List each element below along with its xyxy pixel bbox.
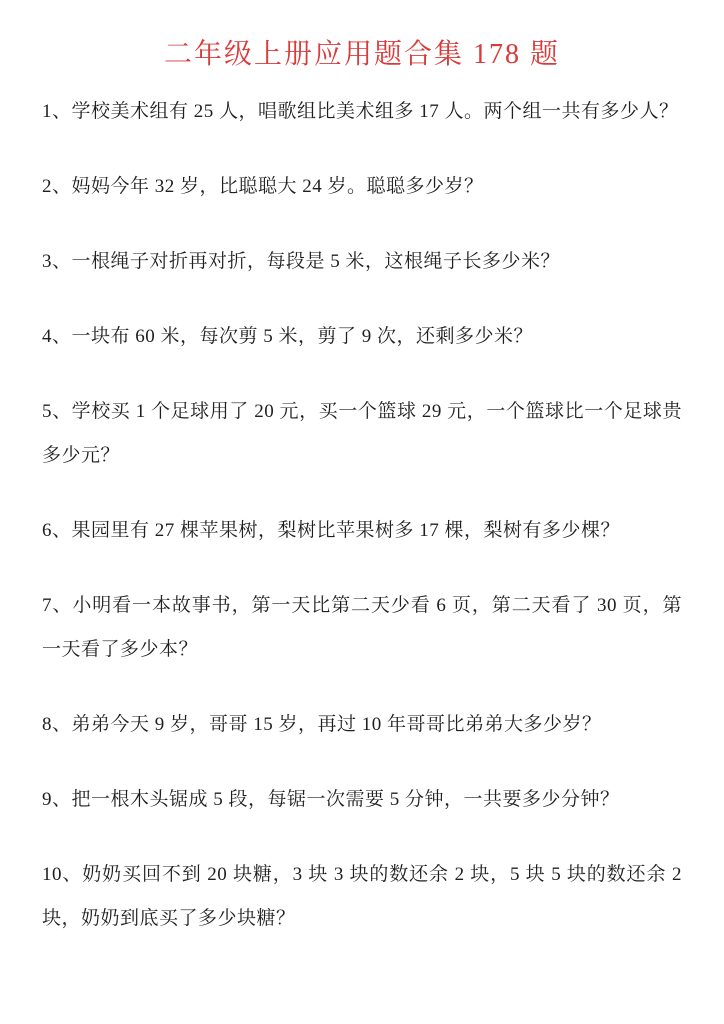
problem-item-7: 7、小明看一本故事书，第一天比第二天少看 6 页，第二天看了 30 页，第一天看了多少本？ — [42, 595, 682, 660]
problem-item-3: 3、一根绳子对折再对折，每段是 5 米，这根绳子长多少米？ — [42, 251, 561, 272]
problem-item-9: 9、把一根木头锯成 5 段，每锯一次需要 5 分钟，一共要多少分钟？ — [42, 789, 620, 810]
problem-item-6: 6、果园里有 27 棵苹果树，梨树比苹果树多 17 棵，梨树有多少棵？ — [42, 520, 621, 541]
problem-list — [42, 90, 682, 941]
problem-item-2: 2、妈妈今年 32 岁，比聪聪大 24 岁。聪聪多少岁？ — [42, 176, 484, 197]
page-title: 二年级上册应用题合集 178 题 — [163, 39, 560, 70]
problem-item-4: 4、一块布 60 米，每次剪 5 米，剪了 9 次，还剩多少米？ — [42, 326, 534, 347]
problem-item-5: 5、学校买 1 个足球用了 20 元，买一个篮球 29 元，一个篮球比一个足球贵多少元？ — [42, 401, 682, 466]
problem-item-1: 1、学校美术组有 25 人，唱歌组比美术组多 17 人。两个组一共有多少人？ — [42, 101, 679, 122]
problem-item-10: 10、奶奶买回不到 20 块糖，3 块 3 块的数还余 2 块，5 块 5 块的数还余 2 块，奶奶到底买了多少块糖？ — [42, 864, 682, 929]
problem-item-8: 8、弟弟今天 9 岁，哥哥 15 岁，再过 10 年哥哥比弟弟大多少岁？ — [42, 714, 602, 735]
